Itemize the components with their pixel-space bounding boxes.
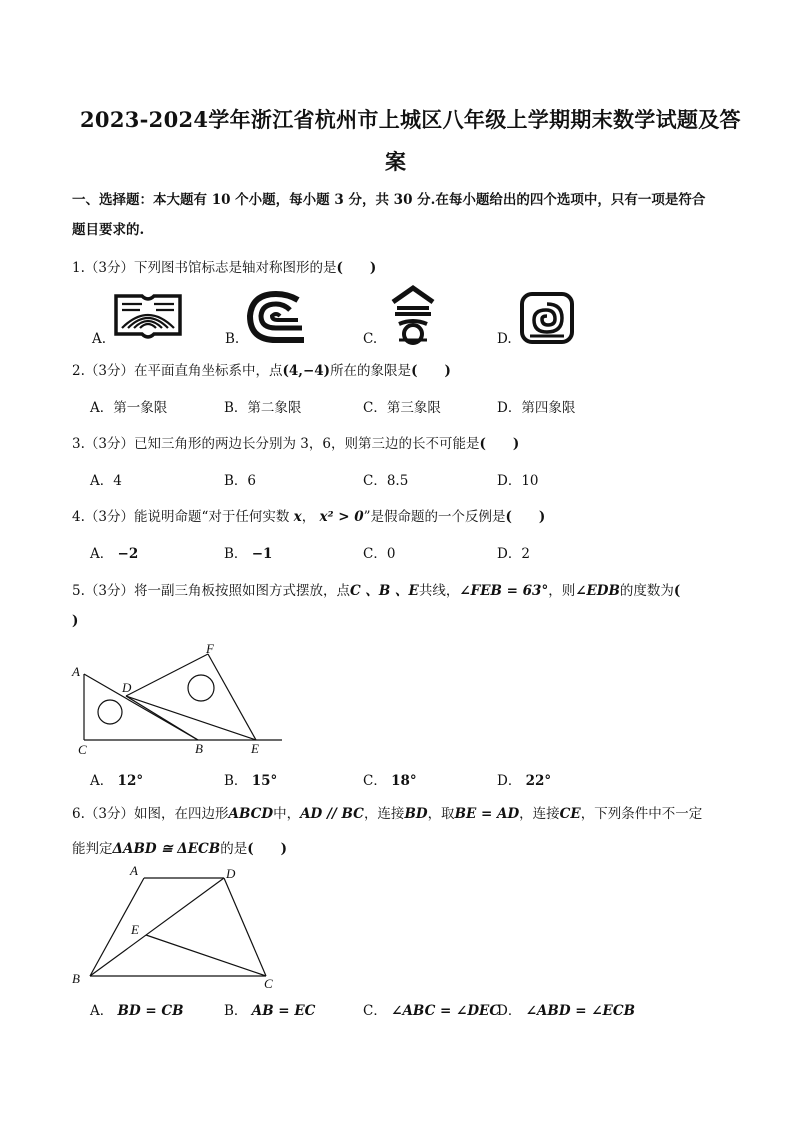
question-6-text-d: ，取 xyxy=(427,806,455,822)
q4-option-b[interactable] xyxy=(224,542,272,562)
q6-quadrilateral-figure xyxy=(70,862,290,992)
question-6-congruence: ΔABD ≅ ΔECB xyxy=(112,841,221,857)
question-2-point: (4,−4) xyxy=(282,363,331,379)
q2-option-b[interactable]: B．第二象限 xyxy=(224,400,302,416)
q4-option-c[interactable]: C．0 xyxy=(363,546,396,562)
q1-option-b[interactable]: B. xyxy=(225,331,240,347)
q6-label-c: C xyxy=(264,976,273,991)
question-5-stem-c: ，则 xyxy=(548,583,576,599)
spiral-swirl-logo xyxy=(244,290,310,344)
question-6-text-c: ，连接 xyxy=(363,806,405,822)
q5-option-b-value: 15° xyxy=(251,773,278,789)
q3-option-b[interactable]: B．6 xyxy=(224,473,257,489)
q3-option-d[interactable]: D．10 xyxy=(497,473,539,489)
q5-label-f: F xyxy=(206,641,214,656)
q5-option-a-label: A． xyxy=(90,773,114,789)
question-5-stem: 5.（3分）将一副三角板按照如图方式摆放，点 xyxy=(72,583,350,599)
question-5-stem-d: 的度数为 xyxy=(619,583,674,599)
q6-option-d[interactable] xyxy=(497,999,635,1019)
question-5-points: C 、B 、E xyxy=(349,583,419,599)
q5-option-c-value: 18° xyxy=(391,773,417,789)
q5-label-c: C xyxy=(78,742,87,757)
question-6-text-b: 中， xyxy=(273,806,301,822)
question-5-paren-open: ( xyxy=(673,583,681,599)
question-6-text-h: 的是 xyxy=(220,841,248,857)
question-4-comma: ， xyxy=(301,509,316,525)
q5-label-d: D xyxy=(122,680,132,695)
q5-option-d-value: 22° xyxy=(525,773,552,789)
q6-option-a[interactable] xyxy=(90,999,184,1019)
q6-option-b-value: AB = EC xyxy=(251,1003,316,1019)
q6-label-a: A xyxy=(130,863,138,878)
question-5-stem-b: 共线， xyxy=(418,583,460,599)
q1-option-a[interactable]: A. xyxy=(92,331,107,347)
q5-label-a: A xyxy=(72,664,80,679)
q4-option-a[interactable] xyxy=(90,542,138,562)
question-6-ce: CE xyxy=(559,806,581,822)
q6-option-c-label: C． xyxy=(363,1003,387,1019)
q5-option-a[interactable] xyxy=(90,769,143,789)
question-6-eq: BE = AD xyxy=(454,806,520,822)
section-heading-cont: 题目要求的. xyxy=(72,222,145,238)
q6-option-a-label: A． xyxy=(90,1003,114,1019)
q5-option-c-label: C． xyxy=(363,773,387,789)
q4-option-a-label: A． xyxy=(90,546,114,562)
q5-label-b: B xyxy=(195,741,203,756)
question-6-paren: ( ) xyxy=(247,841,287,857)
question-2 xyxy=(72,359,451,379)
stacked-arch-logo xyxy=(385,284,441,346)
page-title-cont: 案 xyxy=(385,149,407,174)
q2-option-a[interactable]: A．第一象限 xyxy=(90,400,168,416)
question-4 xyxy=(72,505,545,525)
q6-label-d: D xyxy=(226,866,236,881)
q5-label-e: E xyxy=(251,741,259,756)
open-book-wave-logo xyxy=(112,290,184,342)
q2-option-d[interactable]: D．第四象限 xyxy=(497,400,576,416)
q1-option-d[interactable]: D. xyxy=(497,331,512,347)
question-4-expr: x² > 0 xyxy=(319,509,364,525)
question-2-stem: 2.（3分）在平面直角坐标系中，点 xyxy=(72,363,283,379)
q6-option-c[interactable] xyxy=(363,999,500,1019)
q2-option-c[interactable]: C．第三象限 xyxy=(363,400,441,416)
q5-option-c[interactable] xyxy=(363,769,417,789)
question-4-var: x xyxy=(293,509,302,525)
question-1 xyxy=(72,256,376,276)
question-4-paren: ( ) xyxy=(505,509,546,525)
q6-option-a-value: BD = CB xyxy=(117,1003,184,1019)
q5-triangle-figure xyxy=(70,640,290,760)
q3-option-c[interactable]: C．8.5 xyxy=(363,473,409,489)
q5-option-b[interactable] xyxy=(224,769,277,789)
question-3-stem: 3.（3分）已知三角形的两边长分别为 3，6，则第三边的长不可能是 xyxy=(72,436,480,452)
question-2-stem-b: 所在的象限是 xyxy=(330,363,412,379)
section-heading: 一、选择题：本大题有 10 个小题，每小题 3 分，共 30 分.在每小题给出的四个选项中，只有一项是符合 xyxy=(72,192,706,208)
question-6-quad: ABCD xyxy=(228,806,274,822)
question-1-stem: 1.（3分）下列图书馆标志是轴对称图形的是 xyxy=(72,260,337,276)
q5-option-d[interactable] xyxy=(497,769,551,789)
question-5-cond: ∠FEB = 63° xyxy=(459,583,549,599)
q4-option-b-label: B． xyxy=(224,546,248,562)
q6-option-d-value: ∠ABD = ∠ECB xyxy=(525,1003,635,1019)
q6-option-b-label: B． xyxy=(224,1003,248,1019)
q4-option-b-value: −1 xyxy=(251,546,273,562)
page-title: 2023-2024学年浙江省杭州市上城区八年级上学期期末数学试题及答 xyxy=(80,107,741,132)
question-5-ask: ∠EDB xyxy=(575,583,620,599)
question-6-cont xyxy=(72,837,287,857)
question-1-paren: ( ) xyxy=(336,260,377,276)
square-spiral-logo xyxy=(518,290,576,346)
question-4-stem-b: ”是假命题的一个反例是 xyxy=(363,509,506,525)
question-6-text-a: 6.（3分）如图，在四边形 xyxy=(72,806,229,822)
q6-option-d-label: D． xyxy=(497,1003,522,1019)
question-5-paren-close: ) xyxy=(72,613,79,629)
question-3-paren: ( ) xyxy=(479,436,520,452)
question-6-text-g: 能判定 xyxy=(72,841,113,857)
question-3 xyxy=(72,432,519,452)
q6-label-b: B xyxy=(72,971,80,986)
question-2-paren: ( ) xyxy=(411,363,451,379)
question-5 xyxy=(72,579,680,599)
question-6-text-e: ，连接 xyxy=(519,806,560,822)
question-6-parallel: AD // BC xyxy=(300,806,364,822)
question-4-stem: 4.（3分）能说明命题“对于任何实数 xyxy=(72,509,290,525)
q3-option-a[interactable]: A．4 xyxy=(90,473,122,489)
question-6-text-f: ，下列条件中不一定 xyxy=(580,806,703,822)
question-6 xyxy=(72,802,702,822)
q4-option-d[interactable]: D．2 xyxy=(497,546,530,562)
q5-option-b-label: B． xyxy=(224,773,248,789)
q1-option-c[interactable]: C. xyxy=(363,331,378,347)
q5-option-a-value: 12° xyxy=(117,773,144,789)
question-6-bd: BD xyxy=(404,806,428,822)
q6-option-c-value: ∠ABC = ∠DEC xyxy=(391,1003,501,1019)
q6-option-b[interactable] xyxy=(224,999,315,1019)
q6-label-e: E xyxy=(131,922,139,937)
q5-option-d-label: D． xyxy=(497,773,522,789)
q4-option-a-value: −2 xyxy=(117,546,139,562)
